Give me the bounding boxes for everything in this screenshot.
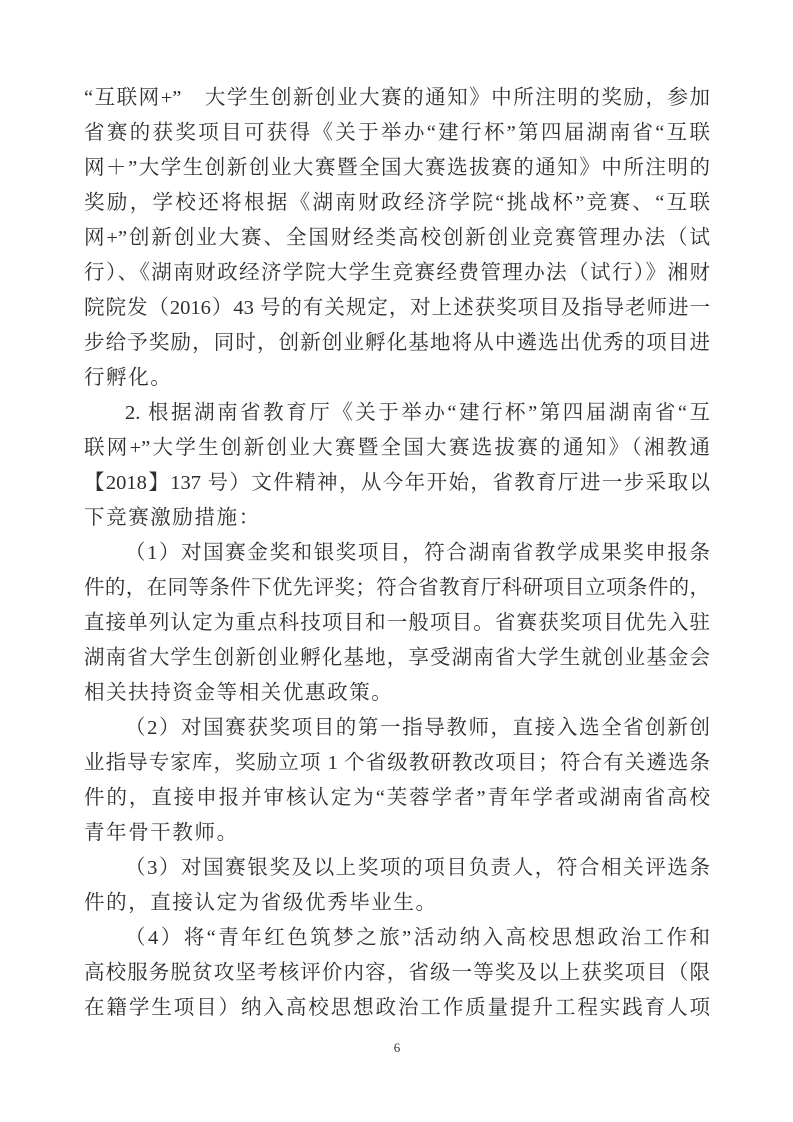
document-line: 行孵化。 (84, 367, 173, 389)
document-line: 步给予奖励，同时，创新创业孵化基地将从中遴选出优秀的项目进 (84, 332, 710, 354)
document-line: 件的，直接申报并审核认定为“芙蓉学者”青年学者或湖南省高校 (84, 787, 710, 809)
document-line: 青年骨干教师。 (84, 822, 239, 844)
document-line: “互联网+” 大学生创新创业大赛的通知》中所注明的奖励，参加 (84, 87, 710, 109)
document-line: （1）对国赛金奖和银奖项目，符合湖南省教学成果奖申报条 (125, 542, 710, 564)
document-line: 高校服务脱贫攻坚考核评价内容，省级一等奖及以上获奖项目（限 (84, 962, 710, 984)
document-line: 奖励，学校还将根据《湖南财政经济学院“挑战杯”竞赛、“互联 (84, 192, 710, 214)
document-body (84, 81, 710, 1026)
document-line: 省赛的获奖项目可获得《关于举办“建行杯”第四届湖南省“互联 (84, 122, 710, 144)
document-line: 件的，在同等条件下优先评奖；符合省教育厅科研项目立项条件的， (84, 577, 710, 599)
document-line: 湖南省大学生创新创业孵化基地，享受湖南省大学生就创业基金会 (84, 647, 710, 669)
document-line: 网＋”大学生创新创业大赛暨全国大赛选拔赛的通知》中所注明的 (84, 157, 710, 179)
document-line: 院院发（2016）43 号的有关规定，对上述获奖项目及指导老师进一 (84, 297, 710, 319)
document-line: （3）对国赛银奖及以上奖项的项目负责人，符合相关评选条 (125, 857, 710, 879)
page-number: 6 (393, 1040, 401, 1055)
document-line: 下竞赛激励措施： (84, 507, 261, 529)
document-line: 行）、《湖南财政经济学院大学生竞赛经费管理办法（试行）》湘财 (84, 262, 710, 284)
document-line: 件的，直接认定为省级优秀毕业生。 (84, 892, 438, 914)
document-line: 【2018】137 号）文件精神，从今年开始，省教育厅进一步采取以 (84, 472, 710, 494)
document-line: 2. 根据湖南省教育厅《关于举办“建行杯”第四届湖南省“互 (125, 402, 710, 424)
document-line: 直接单列认定为重点科技项目和一般项目。省赛获奖项目优先入驻 (84, 612, 710, 634)
document-line: 业指导专家库，奖励立项 1 个省级教研教改项目；符合有关遴选条 (84, 752, 710, 774)
document-line: 在籍学生项目）纳入高校思想政治工作质量提升工程实践育人项 (84, 997, 710, 1019)
document-line: （4）将“青年红色筑梦之旅”活动纳入高校思想政治工作和 (125, 927, 710, 949)
document-line: 相关扶持资金等相关优惠政策。 (84, 682, 394, 704)
document-line: 网+”创新创业大赛、全国财经类高校创新创业竞赛管理办法（试 (84, 227, 710, 249)
document-line: （2）对国赛获奖项目的第一指导教师，直接入选全省创新创 (125, 717, 710, 739)
document-line: 联网+”大学生创新创业大赛暨全国大赛选拔赛的通知》（湘教通 (84, 437, 710, 459)
